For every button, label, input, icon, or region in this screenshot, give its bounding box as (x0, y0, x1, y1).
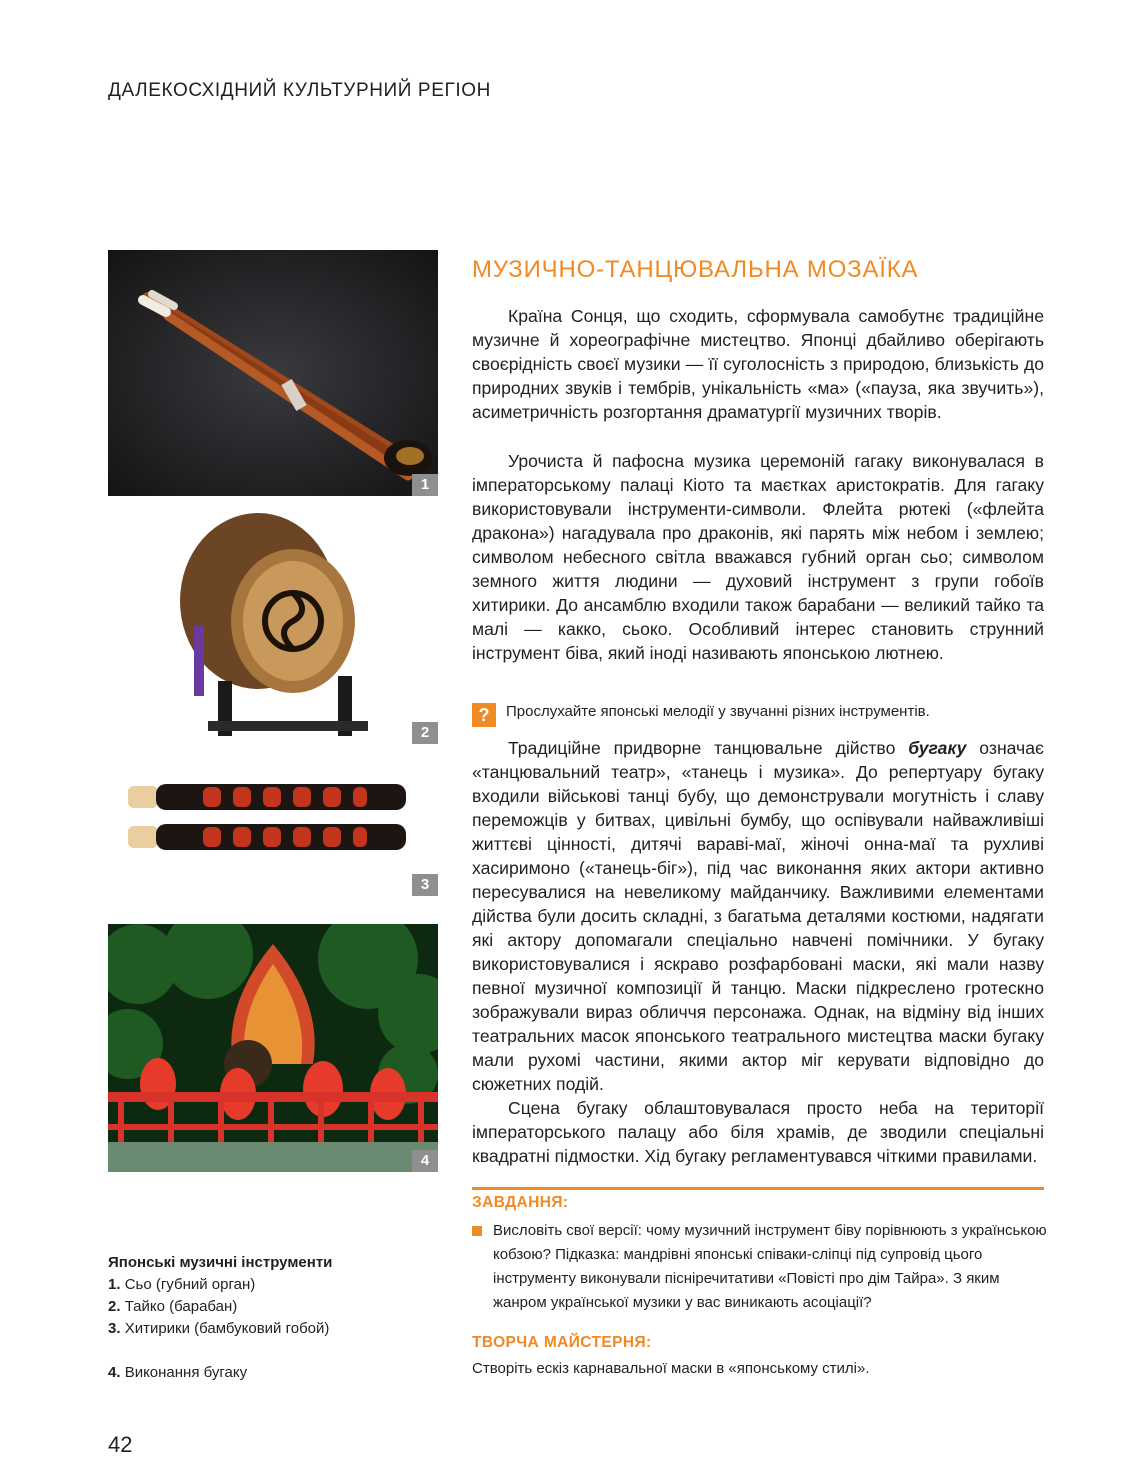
task-bullet (472, 1226, 482, 1236)
photo-hichiriki (108, 760, 438, 896)
term-bugaku: бугаку (908, 738, 967, 758)
task-title: ЗАВДАННЯ: (472, 1194, 569, 1211)
section-title: МУЗИЧНО-ТАНЦЮВАЛЬНА МОЗАЇКА (472, 256, 919, 283)
figure-number-1: 1 (412, 474, 438, 496)
caption-1 (108, 1276, 255, 1293)
section-divider (472, 1187, 1044, 1190)
caption-2 (108, 1298, 237, 1315)
page-number: 42 (108, 1432, 133, 1457)
photo-bugaku (108, 924, 438, 1172)
caption-2-num: 2. (108, 1298, 121, 1315)
task-text: Висловіть свої версії: чому музичний інструмент біву порівнюють з українською кобзою? Підказка: мандрівні японські співаки-сліпці під супровід цього інструменту виконували пісніречитативи «Повісті про дім Тайра». З яким жанром української музики у вас виникають асоціації? (493, 1222, 1047, 1311)
figure-number-3: 3 (412, 874, 438, 896)
running-header: ДАЛЕКОСХІДНИЙ КУЛЬТУРНИЙ РЕГІОН (108, 80, 491, 101)
photo-sho (108, 250, 438, 496)
caption-title (108, 1254, 332, 1271)
figure-number-2: 2 (412, 722, 438, 744)
caption-4 (108, 1364, 247, 1381)
paragraph-2: Урочиста й пафосна музика церемоній гагаку виконувалася в імператорському палаці Кіото та маєтках аристократів. Для гагаку використовували інструменти-символи. Флейта рютекі («флейта дракона») нагадувала про драконів, які парять між небом і землею; символом небесного світла вважався губний орган сьо; символом земного життя людини — духовий інструмент з групи гобоїв хитирики. До ансамблю входили також барабани — великий тайко та малі — какко, сьоко. Особливий інтерес становить струнний інструмент біва, який іноді називають японською лютнею. (472, 451, 1044, 663)
caption-1-num: 1. (108, 1276, 121, 1293)
paragraph-3-body: означає «танцювальний театр», «танець і музика». До репертуару бугаку входили військові танці бубу, що демонстрували могутність і славу переможців у битвах, цивільні бумбу, що оспівували найважливіші життєві цінності, дитячі вараві-маї, жіночі онна-маї та рухливі хасиримоно («танець-біг»), під час виконання яких актори активно пересувалися на невеликому майданчику. Важливими елементами дійства були досить складні, з багатьма деталями костюми, надягати які актору допомагали спеціально навчені помічники. У бугаку використовувалися і яскраво розфарбовані маски, які мали назву певної музичної композиції й танцю. Маски підкреслено гротескно зображували вираз обличчя персонажа. Однак, на відміну від інших театральних масок японського театрального мистецтва маски бугаку мали рухомі частини, якими актор міг керувати відповідно до сюжетних подій. (472, 738, 1044, 1094)
caption-2-text: Тайко (барабан) (124, 1298, 238, 1315)
question-text: Прослухайте японські мелодії у звучанні різних інструментів. (506, 703, 930, 720)
caption-3-num: 3. (108, 1320, 121, 1337)
caption-4-num: 4. (108, 1364, 121, 1381)
caption-4-text: Виконання бугаку (124, 1364, 248, 1381)
paragraph-3-intro: Традиційне придворне танцювальне дійство (508, 738, 909, 758)
paragraph-1: Країна Сонця, що сходить, сформувала самобутнє традиційне музичне й хореографічне мистецтво. Японці дбайливо оберігають своєрідність своєї музики — її суголосність з природою, близькість до природних звуків і тембрів, унікальність «ма» («пауза, яка звучить»), асиметричність розгортання драматургії музичних творів. (472, 306, 1044, 422)
photo-taiko (108, 506, 438, 744)
workshop-text: Створіть ескіз карнавальної маски в «японському стилі». (472, 1360, 870, 1377)
workshop-title: ТВОРЧА МАЙСТЕРНЯ: (472, 1334, 652, 1351)
question-icon: ? (472, 703, 496, 727)
caption-1-text: Сьо (губний орган) (124, 1276, 256, 1293)
paragraph-3 (472, 736, 1044, 1096)
caption-title-text: Японські музичні інструменти (108, 1254, 333, 1271)
paragraph-4: Сцена бугаку облаштовувалася просто неба на території імператорського палацу або біля храмів, де зводили спеціальні квадратні підмостки. Хід бугаку регламентувався чіткими правилами. (472, 1098, 1044, 1166)
caption-3 (108, 1320, 329, 1337)
figure-number-4: 4 (412, 1150, 438, 1172)
caption-3-text: Хитирики (бамбуковий гобой) (124, 1320, 330, 1337)
